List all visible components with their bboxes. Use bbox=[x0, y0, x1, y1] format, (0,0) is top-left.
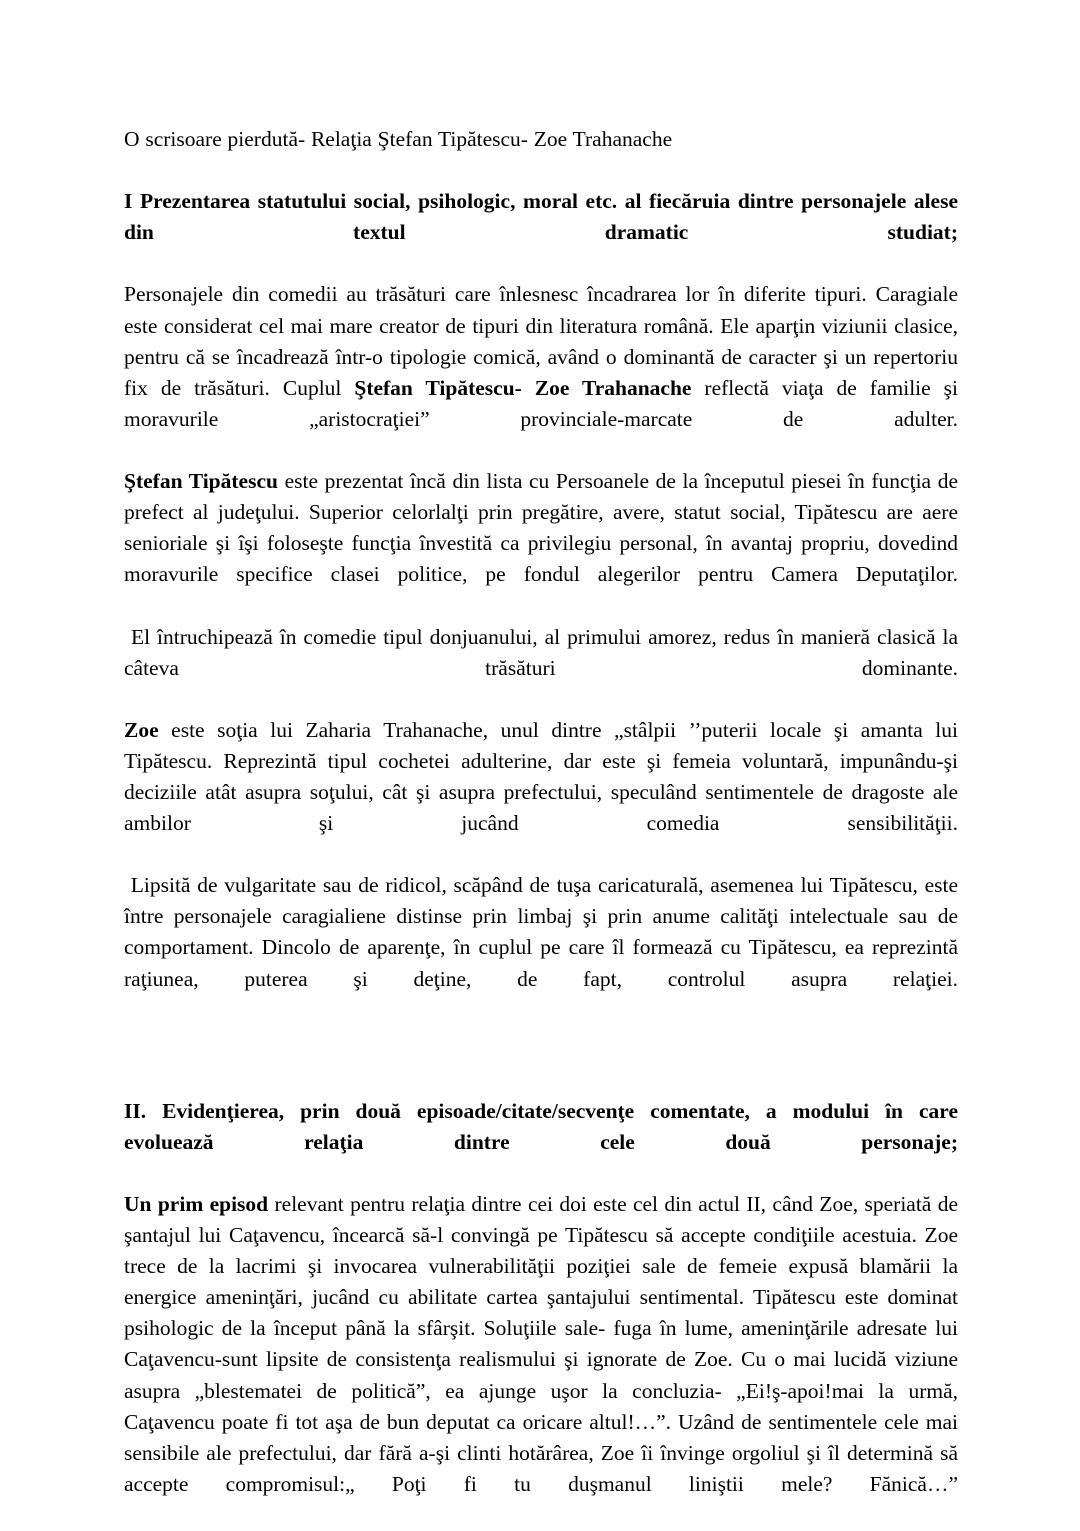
section-heading-ii: II. Evidenţierea, prin două episoade/citate/secvenţe comentate, a modului în care evoluează relaţia dintre cele două personaje; bbox=[124, 1098, 958, 1154]
paragraph-lipsita bbox=[124, 870, 958, 1025]
paragraph-tipologii bbox=[124, 279, 958, 466]
section-separator-gap bbox=[124, 1026, 958, 1096]
paragraph-prim-episod bbox=[124, 1189, 958, 1531]
paragraph-zoe bbox=[124, 715, 958, 870]
paragraph-donjuan bbox=[124, 622, 958, 715]
emphasis-run: Un prim episod bbox=[124, 1192, 269, 1216]
text-run: reflectă viaţa de familie şi moravurile „aristocraţiei” provinciale-marcate de adulter. bbox=[124, 375, 958, 431]
text-run: este soţia lui Zaharia Trahanache, unul dintre „stâlpii ’’puterii locale şi amanta lui Tipătescu. Reprezintă tipul cochetei adulterine, dar este şi femeia voluntară, impunându-şi deciziile atât asupra soţului, cât şi asupra prefectului, speculând sentimentele de dragoste ale ambilor şi jucând comedia sensibilităţii. bbox=[124, 717, 958, 836]
document-title-line: O scrisoare pierdută- Relaţia Ştefan Tipătescu- Zoe Trahanache bbox=[124, 127, 673, 151]
text-run: El întruchipează în comedie tipul donjuanului, al primului amorez, redus în manieră clasică la câteva trăsături dominante. bbox=[124, 624, 958, 680]
document-body bbox=[124, 124, 958, 1531]
text-run: Personajele din comedii au trăsături care înlesnesc încadrarea lor în diferite tipuri. Caragiale este considerat cel mai mare creator de tipuri din literatura română. Ele aparţin viziunii clasice, pentru că se încadrează într-o tipologie comică, având o dominantă de caracter şi un repertoriu fix de trăsături. Cuplul bbox=[124, 282, 958, 400]
section-heading-i: I Prezentarea statutului social, psihologic, moral etc. al fiecăruia dintre personajele alese din textul dramatic studiat; bbox=[124, 189, 958, 245]
emphasis-run: Ştefan Tipătescu- Zoe Trahanache bbox=[354, 375, 692, 400]
text-run: este prezentat încă din lista cu Persoanele de la începutul piesei în funcţia de prefect al judeţului. Superior celorlalţi prin pregătire, avere, statut social, Tipătescu are aere senioriale şi îşi foloseşte funcţia învestită ca privilegiu personal, în avantaj propriu, dovedind moravurile specifice clasei politice, pe fondul alegerilor pentru Camera Deputaţilor. bbox=[124, 469, 958, 587]
text-run: Lipsită de vulgaritate sau de ridicol, scăpând de tuşa caricaturală, asemenea lui Tipătescu, este între personajele caragialiene distinse prin limbaj şi prin anume calităţi intelectuale sau de comportament. Dincolo de aparenţe, în cuplul pe care îl formează cu Tipătescu, ea reprezintă raţiunea, puterea şi deţine, de fapt, controlul asupra relaţiei. bbox=[124, 873, 958, 991]
emphasis-run: Ştefan Tipătescu bbox=[124, 469, 278, 494]
text-run: relevant pentru relaţia dintre cei doi este cel din actul II, când Zoe, speriată de şantajul lui Caţavencu, încearcă să-l convingă pe Tipătescu să accepte condiţiile acestuia. Zoe trece de la lacrimi şi invocarea vulnerabilităţii poziţiei sale de femeie expusă blamării la energice ameninţări, jucând cu abilitate cartea şantajului sentimental. Tipătescu este dominat psihologic de la început până la sfârşit. Soluţiile sale- fuga în lume, ameninţările adresate lui Caţavencu-sunt lipsite de consistenţa realismului şi ignorate de Zoe. Cu o mai lucidă viziune asupra „blestematei de politică”, ea ajunge uşor la concluzia- „Ei!ş-apoi!mai la urmă, Caţavencu poate fi tot aşa de bun deputat ca oricare altul!…”. Uzând de sentimentele cele mai sensibile ale prefectului, dar fără a-şi clinti hotărârea, Zoe îi învinge orgoliul şi îl determină să accepte compromisul:„ Poţi fi tu duşmanul liniştii mele? Fănică…” bbox=[124, 1192, 959, 1496]
emphasis-run: Zoe bbox=[124, 717, 159, 742]
paragraph-tipatescu bbox=[124, 466, 958, 621]
